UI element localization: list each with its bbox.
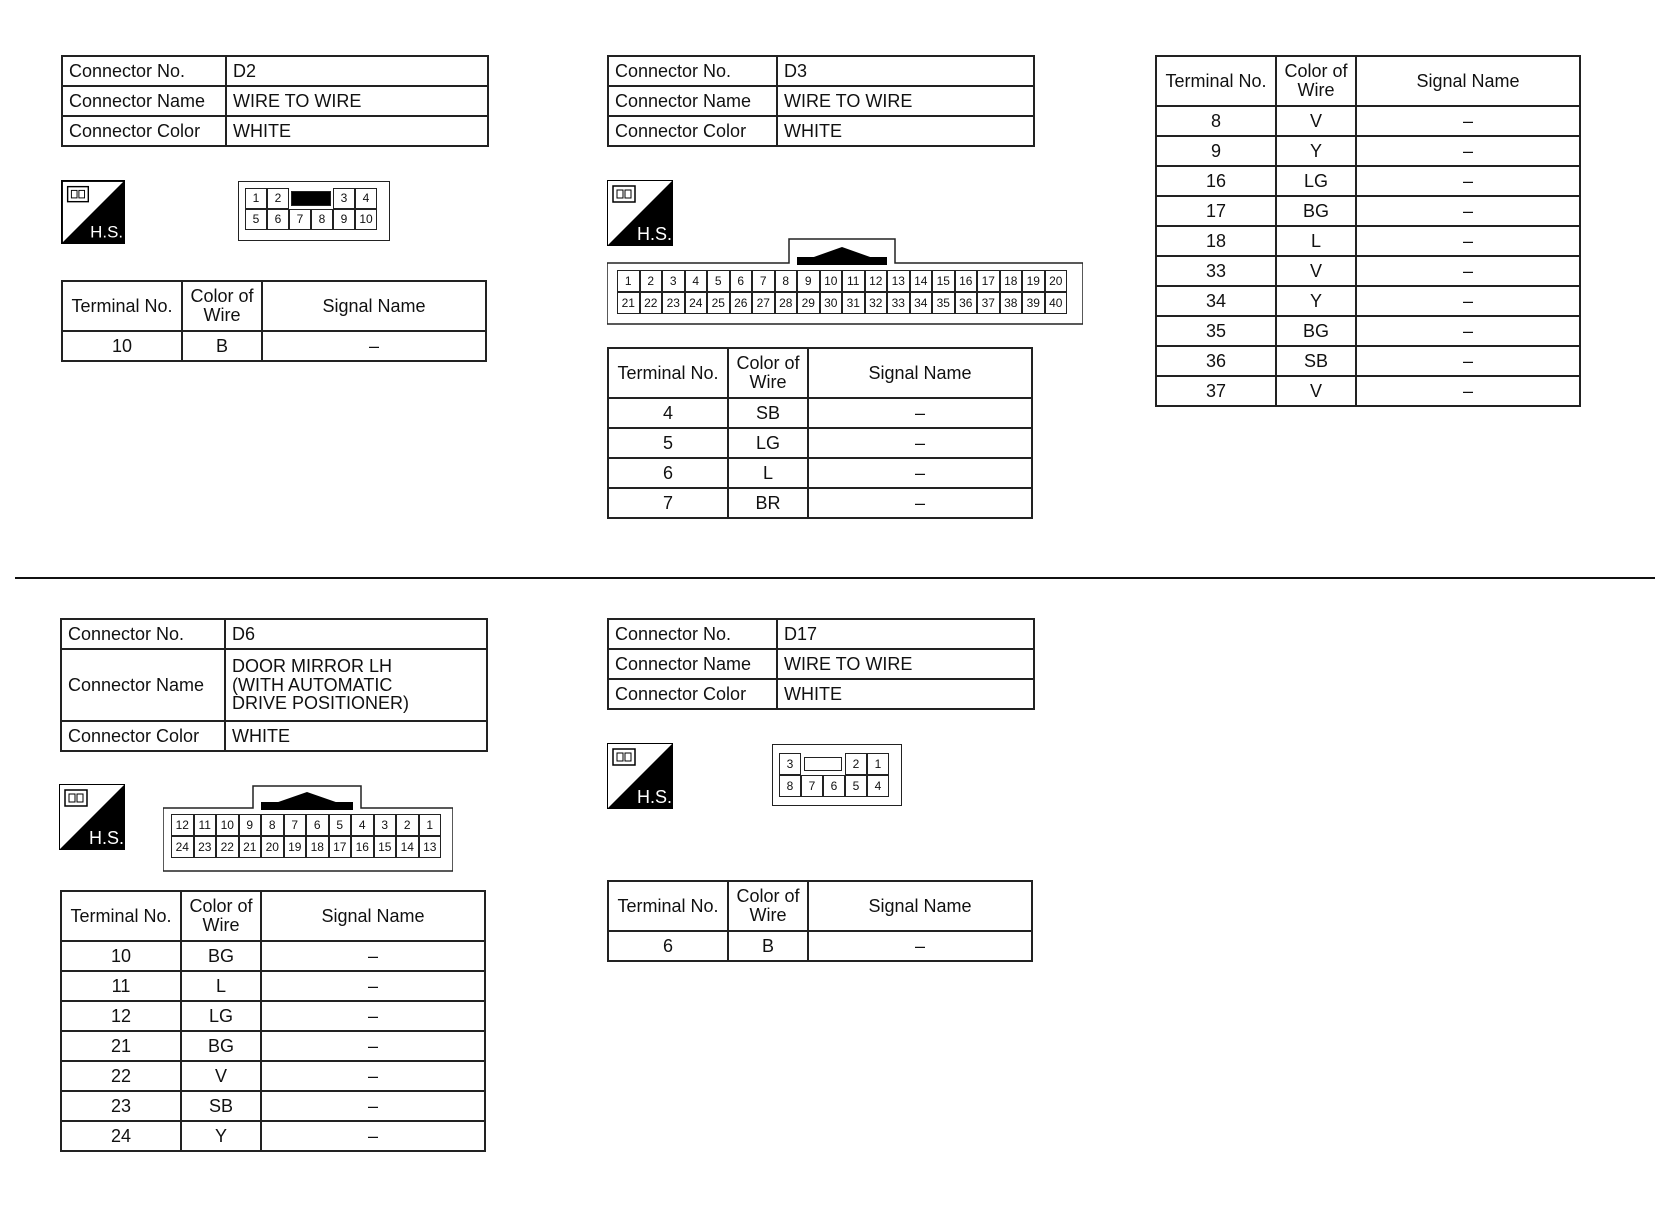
connector-no-label: Connector No. [608,56,777,86]
d3-terminal-table [607,347,1033,519]
connector-pin: 35 [932,292,955,314]
connector-pin [801,753,845,775]
d17-terminal-table [607,880,1033,962]
table-row: 9 Y – [1156,136,1580,166]
connector-pin: 38 [1000,292,1023,314]
connector-name-label: Connector Name [608,86,777,116]
table-row: 22 V – [61,1061,485,1091]
d17-info-block [607,618,1035,710]
connector-pin: 3 [374,814,397,836]
connector-pin: 9 [797,270,820,292]
connector-pin: 4 [867,775,889,797]
color-of-wire-header: Color of Wire [1276,56,1356,106]
table-row: 23 SB – [61,1091,485,1121]
connector-pin: 18 [306,836,329,858]
terminal-no-header: Terminal No. [608,348,728,398]
connector-pin: 5 [707,270,730,292]
table-row: 21 BG – [61,1031,485,1061]
table-row: 37 V – [1156,376,1580,406]
connector-pin: 1 [867,753,889,775]
d2-connector-no: D2 [226,56,488,86]
connector-pin: 8 [311,209,333,230]
connector-pin: 2 [640,270,663,292]
connector-pin: 20 [1045,270,1068,292]
color-of-wire-header: Color of Wire [182,281,262,331]
connector-pin: 9 [239,814,262,836]
connector-pin: 23 [662,292,685,314]
connector-pin: 6 [730,270,753,292]
d3-connector-face [607,237,1083,325]
connector-pin: 8 [775,270,798,292]
d17-hs-icon [607,743,673,814]
connector-pin: 12 [171,814,194,836]
connector-pin: 10 [355,209,377,230]
connector-pin: 15 [932,270,955,292]
connector-pin: 19 [1022,270,1045,292]
connector-pin: 36 [955,292,978,314]
connector-pin: 32 [865,292,888,314]
connector-pin: 18 [1000,270,1023,292]
connector-no-label: Connector No. [608,619,777,649]
d6-info-block [60,618,488,752]
connector-pin: 37 [977,292,1000,314]
d2-hs-icon [61,180,125,249]
table-row: 18 L – [1156,226,1580,256]
connector-pin [291,191,331,206]
connector-pin: 10 [820,270,843,292]
table-row: 6 L – [608,458,1032,488]
connector-pin: 5 [845,775,867,797]
d6-connector-no: D6 [225,619,487,649]
connector-pin: 7 [752,270,775,292]
color-of-wire-header: Color of Wire [181,891,261,941]
table-row: 10 B – [62,331,486,361]
connector-pin: 11 [842,270,865,292]
terminal-no-header: Terminal No. [1156,56,1276,106]
connector-pin: 19 [284,836,307,858]
signal-name-header: Signal Name [261,891,485,941]
d2-connector-name: WIRE TO WIRE [226,86,488,116]
table-row: 11 L – [61,971,485,1001]
connector-pin: 4 [355,188,377,209]
d2-connector-color: WHITE [226,116,488,146]
terminal-no-header: Terminal No. [61,891,181,941]
connector-pin: 9 [333,209,355,230]
connector-pin: 7 [289,209,311,230]
section-divider [15,577,1655,579]
connector-color-label: Connector Color [608,116,777,146]
color-of-wire-header: Color of Wire [728,348,808,398]
connector-pin: 12 [865,270,888,292]
table-row: 7 BR – [608,488,1032,518]
table-row: 36 SB – [1156,346,1580,376]
table-row: 35 BG – [1156,316,1580,346]
d6-connector-color: WHITE [225,721,487,751]
table-row: 34 Y – [1156,286,1580,316]
connector-pin: 3 [779,753,801,775]
connector-color-label: Connector Color [62,116,226,146]
connector-pin: 3 [662,270,685,292]
connector-pin: 22 [216,836,239,858]
connector-pin: 20 [261,836,284,858]
d3-connector-no: D3 [777,56,1034,86]
connector-pin: 40 [1045,292,1068,314]
connector-pin: 13 [419,836,442,858]
connector-pin: 14 [910,270,933,292]
color-of-wire-header: Color of Wire [728,881,808,931]
connector-pin: 15 [374,836,397,858]
connector-pin: 13 [887,270,910,292]
connector-pin: 39 [1022,292,1045,314]
connector-pin: 2 [267,188,289,209]
connector-pin: 1 [419,814,442,836]
d17-connector-color: WHITE [777,679,1034,709]
connector-pin: 26 [730,292,753,314]
connector-pin: 3 [333,188,355,209]
connector-pin: 27 [752,292,775,314]
d3-connector-color: WHITE [777,116,1034,146]
connector-pin: 2 [396,814,419,836]
connector-pin: 7 [801,775,823,797]
connector-pin: 1 [617,270,640,292]
connector-pin: 34 [910,292,933,314]
d3-connector-name: WIRE TO WIRE [777,86,1034,116]
connector-name-label: Connector Name [608,649,777,679]
connector-pin: 23 [194,836,217,858]
connector-pin: 10 [216,814,239,836]
connector-pin: 6 [823,775,845,797]
connector-pin: 21 [617,292,640,314]
d2-connector-face [238,181,390,241]
d6-connector-name: DOOR MIRROR LH (WITH AUTOMATIC DRIVE POSITIONER) [225,649,487,721]
connector-pin: 6 [306,814,329,836]
d17-connector-name: WIRE TO WIRE [777,649,1034,679]
table-row: 12 LG – [61,1001,485,1031]
connector-pin: 17 [329,836,352,858]
connector-pin: 17 [977,270,1000,292]
svg-text:H.S.: H.S. [637,224,673,244]
table-row: 24 Y – [61,1121,485,1151]
connector-name-label: Connector Name [61,649,225,721]
connector-pin: 16 [955,270,978,292]
connector-pin: 4 [685,270,708,292]
d3-info-block [607,55,1035,147]
svg-text:H.S.: H.S. [90,222,124,242]
table-row: 8 V – [1156,106,1580,136]
terminal-no-header: Terminal No. [62,281,182,331]
signal-name-header: Signal Name [262,281,486,331]
table-row: 4 SB – [608,398,1032,428]
signal-name-header: Signal Name [1356,56,1580,106]
connector-pin: 22 [640,292,663,314]
connector-pin: 33 [887,292,910,314]
signal-name-header: Signal Name [808,348,1032,398]
d17-connector-face [772,744,902,806]
d3-terminal-table-continued [1155,55,1581,407]
connector-pin: 24 [171,836,194,858]
table-row: 6 B – [608,931,1032,961]
d6-hs-icon [59,784,125,855]
terminal-no-header: Terminal No. [608,881,728,931]
connector-pin: 5 [329,814,352,836]
connector-name-label: Connector Name [62,86,226,116]
connector-pin: 4 [351,814,374,836]
connector-color-label: Connector Color [608,679,777,709]
connector-pin: 2 [845,753,867,775]
table-row: 33 V – [1156,256,1580,286]
connector-pin: 8 [779,775,801,797]
signal-name-header: Signal Name [808,881,1032,931]
connector-pin: 1 [245,188,267,209]
connector-pin: 5 [245,209,267,230]
connector-color-label: Connector Color [61,721,225,751]
connector-pin: 11 [194,814,217,836]
d6-connector-face [163,784,453,872]
svg-text:H.S.: H.S. [637,787,673,807]
connector-pin: 14 [396,836,419,858]
connector-no-label: Connector No. [62,56,226,86]
connector-pin: 7 [284,814,307,836]
svg-text:H.S.: H.S. [89,828,125,848]
d2-terminal-table [61,280,487,362]
table-row: 10 BG – [61,941,485,971]
table-row: 17 BG – [1156,196,1580,226]
d2-info-block [61,55,489,147]
d17-connector-no: D17 [777,619,1034,649]
connector-pin: 25 [707,292,730,314]
connector-pin: 6 [267,209,289,230]
connector-pin: 30 [820,292,843,314]
connector-pin: 21 [239,836,262,858]
connector-pin: 28 [775,292,798,314]
connector-pin: 8 [261,814,284,836]
d6-terminal-table [60,890,486,1152]
connector-pin: 31 [842,292,865,314]
table-row: 5 LG – [608,428,1032,458]
table-row: 16 LG – [1156,166,1580,196]
connector-pin: 16 [351,836,374,858]
connector-pin: 29 [797,292,820,314]
connector-pin: 24 [685,292,708,314]
connector-no-label: Connector No. [61,619,225,649]
